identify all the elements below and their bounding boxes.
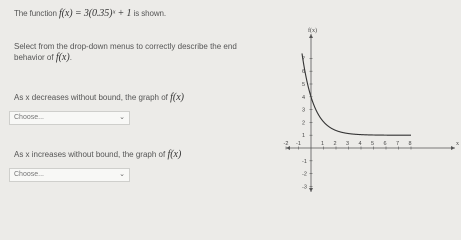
- select-2-value: Choose...: [14, 171, 44, 178]
- question-2-label: [14, 149, 181, 160]
- instruction-end: .: [69, 53, 72, 62]
- function-graph: [280, 20, 461, 200]
- x-axis-label: x: [456, 141, 459, 147]
- y-tick-label: 5: [302, 82, 306, 88]
- y-axis-label: f(x): [308, 28, 317, 34]
- intro-prefix: The function: [14, 9, 57, 18]
- graph-axes: [283, 34, 455, 192]
- y-tick-label: 1: [302, 133, 306, 140]
- x-tick-label: 1: [321, 141, 325, 147]
- x-tick-label: 2: [333, 141, 337, 147]
- graph-ticks: [284, 27, 460, 190]
- question-intro: [14, 8, 166, 19]
- instruction-label: Select from the drop-down menus to correctly describe the end behavior of: [14, 42, 237, 62]
- question-1-label: [14, 92, 184, 103]
- instruction-fx: f(x): [55, 52, 70, 63]
- x-tick-label: 6: [383, 141, 387, 147]
- y-tick-label: 4: [302, 94, 306, 101]
- x-axis-arrow: [451, 146, 455, 150]
- x-tick-label: 8: [408, 141, 412, 147]
- chevron-down-icon: ⌄: [119, 171, 125, 178]
- y-tick-label: -1: [302, 158, 307, 165]
- x-tick-label: -1: [296, 141, 301, 147]
- intro-suffix: is shown.: [133, 9, 166, 18]
- question-1-fx: f(x): [170, 92, 184, 103]
- select-1-value: Choose...: [14, 114, 44, 121]
- y-tick-label: 6: [302, 69, 306, 76]
- y-tick-label: -3: [302, 184, 307, 191]
- question-2-text: As x increases without bound, the graph of: [14, 150, 166, 159]
- end-behavior-select-1[interactable]: [9, 111, 130, 125]
- y-tick-label: 7: [302, 56, 306, 63]
- y-tick-label: 3: [302, 107, 306, 114]
- function-expression: f(x) = 3(0.35)ˣ + 1: [58, 8, 132, 19]
- x-tick-label: 3: [346, 141, 350, 147]
- y-tick-label: 2: [302, 120, 306, 127]
- x-tick-label: 5: [371, 141, 375, 147]
- question-1-text: As x decreases without bound, the graph of: [14, 93, 168, 102]
- y-axis-arrow-bottom: [309, 188, 313, 192]
- chevron-down-icon: ⌄: [119, 114, 125, 121]
- x-tick-label: -2: [283, 141, 289, 147]
- end-behavior-select-2[interactable]: [9, 168, 130, 182]
- question-2-fx: f(x): [167, 149, 182, 160]
- y-tick-label: -2: [302, 171, 307, 178]
- function-curve: [302, 53, 411, 135]
- y-axis-arrow: [309, 34, 313, 38]
- x-tick-label: 7: [396, 141, 400, 147]
- x-tick-label: 4: [358, 141, 362, 147]
- instruction-text: [14, 41, 264, 63]
